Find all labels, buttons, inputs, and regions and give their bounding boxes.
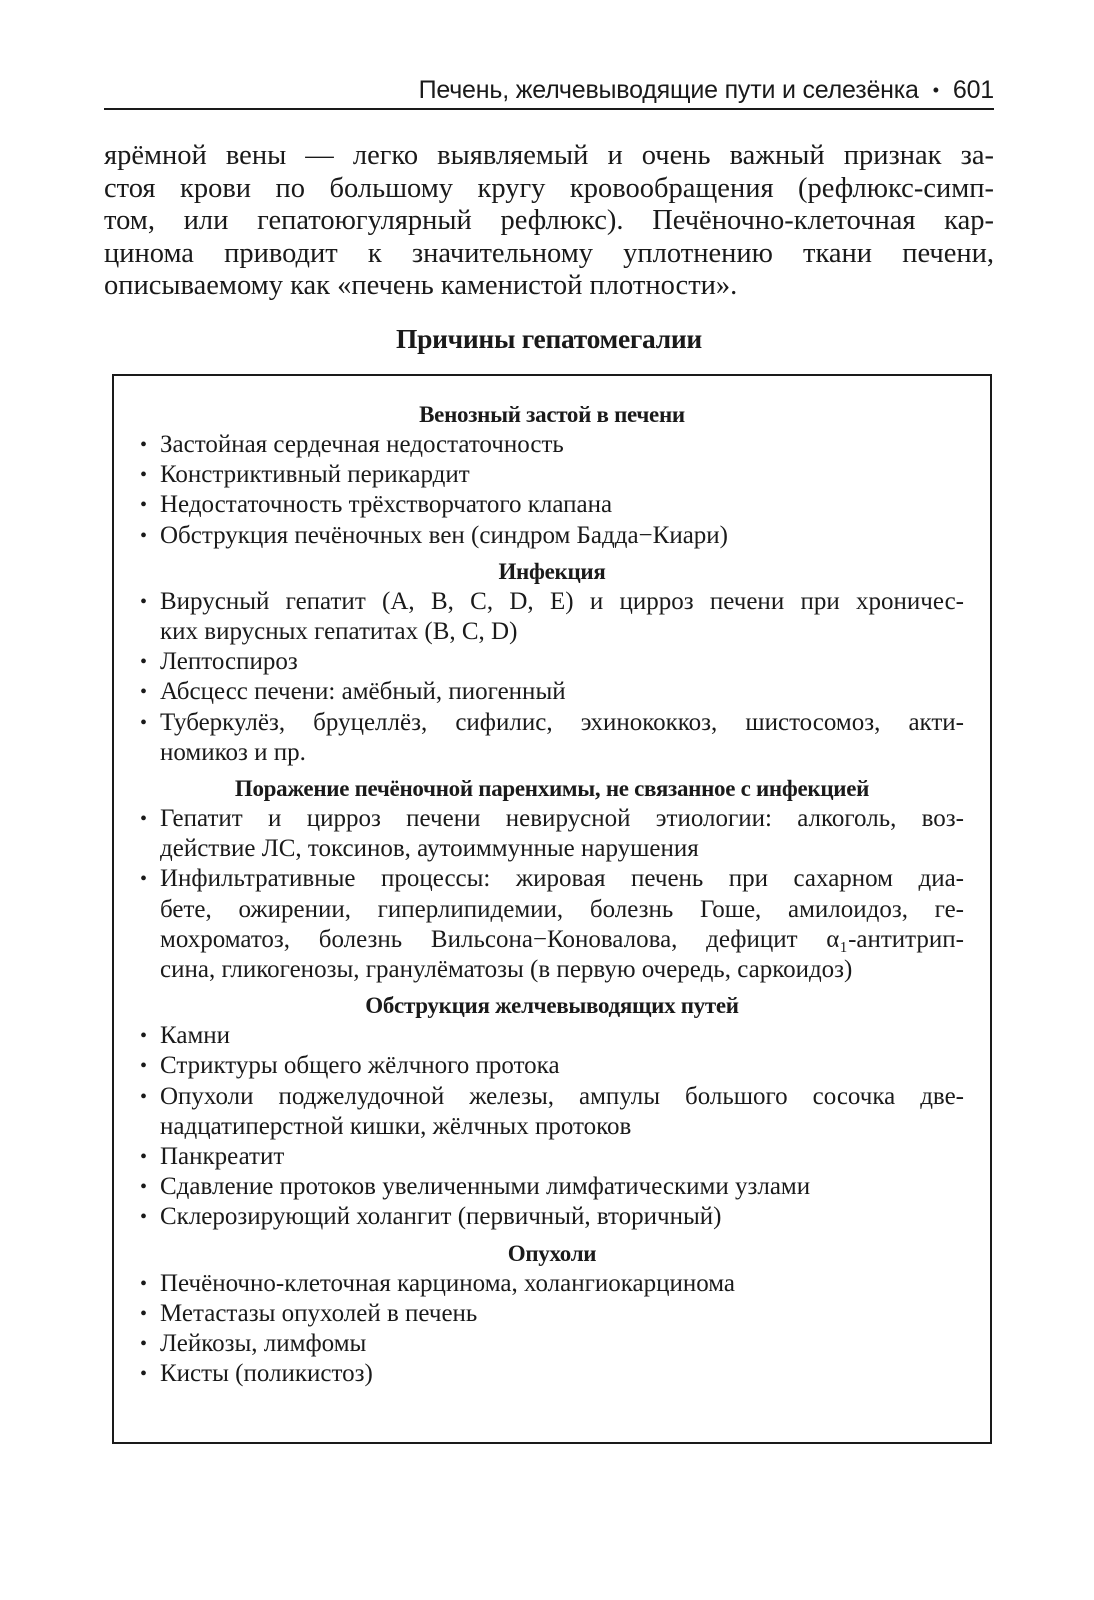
group-heading: Обструкция желчевыводящих путей (365, 993, 739, 1019)
list-item-line: мохроматоз, болезнь Вильсона−Коновалова, дефицит α₁-антитрип- (160, 925, 964, 953)
running-header-text (419, 76, 994, 105)
bullet-icon: • (140, 1025, 148, 1048)
list-item-line: надцатиперстной кишки, жёлчных протоков (160, 1112, 632, 1140)
list-item-line: Застойная сердечная недостаточность (160, 431, 564, 458)
cause-group (140, 774, 964, 985)
bullet-icon: • (140, 524, 148, 547)
list-item-line: Лептоспироз (160, 648, 298, 676)
list-item-line: сина, гликогенозы, гранулёматозы (в первую очередь, саркоидоз) (160, 956, 853, 984)
section-title: Причины гепатомегалии (396, 323, 702, 354)
intro-line: цинома приводит к значительному уплотнению ткани печени, (104, 237, 994, 269)
list-item-line: Вирусный гепатит (A, B, C, D, E) и цирроз печени при хроничес- (160, 587, 964, 615)
group-heading: Опухоли (507, 1240, 597, 1266)
list-item (140, 677, 964, 707)
list-item-line: Недостаточность трёхстворчатого клапана (160, 491, 613, 519)
list-item-line: Кисты (поликистоз) (160, 1360, 373, 1388)
intro-paragraph (104, 140, 994, 303)
bullet-icon: • (140, 464, 148, 487)
bullet-icon: • (140, 1176, 148, 1199)
cause-group (140, 557, 964, 768)
list-item-line: Камни (160, 1022, 231, 1050)
cause-group (140, 1239, 964, 1390)
list-item-line: действие ЛС, токсинов, аутоиммунные нарушения (160, 835, 699, 863)
list-item (140, 1172, 964, 1202)
list-item (140, 647, 964, 677)
list-item (140, 587, 964, 647)
intro-line: ярёмной вены — легко выявляемый и очень важный признак за- (104, 140, 994, 171)
cause-group (140, 991, 964, 1232)
list-item (140, 1021, 964, 1051)
list-item-line: Лейкозы, лимфомы (160, 1330, 367, 1358)
running-header (104, 72, 994, 110)
list-item-line: Печёночно-клеточная карцинома, холангиокарцинома (160, 1269, 736, 1297)
page-number: 601 (952, 76, 994, 104)
bullet-icon: • (140, 1272, 148, 1295)
bullet-icon: • (140, 494, 148, 517)
running-title: Печень, желчевыводящие пути и селезёнка (418, 76, 919, 104)
list-item (140, 1051, 964, 1081)
list-item-line: Метастазы опухолей в печень (160, 1299, 478, 1327)
list-item (140, 1142, 964, 1172)
bullet-icon: • (140, 590, 148, 613)
bullet-icon: • (140, 681, 148, 704)
list-item (140, 460, 964, 490)
list-item (140, 490, 964, 520)
list-item-line: Опухоли поджелудочной железы, ампулы большого сосочка две- (160, 1082, 964, 1110)
bullet-icon: • (140, 868, 148, 891)
list-item-line: Туберкулёз, бруцеллёз, сифилис, эхинококкоз, шистосомоз, акти- (160, 708, 964, 736)
bullet-icon: • (140, 1055, 148, 1078)
list-item-line: Абсцесс печени: амёбный, пиогенный (160, 678, 566, 706)
group-heading: Инфекция (498, 558, 606, 584)
intro-line: описываемому как «печень каменистой плотности». (104, 270, 738, 301)
list-item (140, 864, 964, 985)
bullet-icon: • (140, 651, 148, 674)
intro-line: стоя крови по большому кругу кровообращения (рефлюкс-симп- (104, 172, 994, 204)
list-item-line: бете, ожирении, гиперлипидемии, болезнь Гоше, амилоидоз, ге- (160, 895, 964, 923)
list-item-line: Констриктивный перикардит (160, 461, 470, 489)
list-item (140, 1359, 964, 1389)
list-item (140, 1202, 964, 1232)
group-heading: Венозный застой в печени (419, 402, 685, 427)
list-item (140, 1269, 964, 1299)
bullet-icon: • (140, 711, 148, 734)
list-item-line: Обструкция печёночных вен (синдром Бадда−Киари) (160, 521, 728, 549)
header-separator: • (932, 80, 939, 100)
list-item (140, 1299, 964, 1329)
list-item-line: Сдавление протоков увеличенными лимфатическими узлами (160, 1173, 811, 1201)
list-item (140, 1329, 964, 1359)
causes-list (140, 400, 964, 1389)
list-item-line: Панкреатит (160, 1143, 285, 1171)
list-item-line: Гепатит и цирроз печени невирусной этиологии: алкоголь, воз- (160, 805, 964, 833)
list-item (140, 804, 964, 864)
bullet-icon: • (140, 1085, 148, 1108)
cause-group (140, 400, 964, 551)
bullet-icon: • (140, 1363, 148, 1386)
list-item (140, 1082, 964, 1142)
list-item-line: Инфильтративные процессы: жировая печень при сахарном диа- (160, 865, 964, 893)
list-item-line: номикоз и пр. (160, 738, 306, 766)
bullet-icon: • (140, 1333, 148, 1356)
bullet-icon: • (140, 808, 148, 831)
list-item (140, 430, 964, 460)
group-heading: Поражение печёночной паренхимы, не связанное с инфекцией (234, 776, 870, 802)
intro-line: том, или гепатоюгулярный рефлюкс). Печёночно-клеточная кар- (104, 205, 994, 236)
bullet-icon: • (140, 1302, 148, 1325)
list-item (140, 708, 964, 768)
bullet-icon: • (140, 434, 148, 456)
list-item (140, 521, 964, 551)
bullet-icon: • (140, 1206, 148, 1229)
hepatomegaly-causes-box (112, 374, 992, 1444)
bullet-icon: • (140, 1146, 148, 1169)
list-item-line: ких вирусных гепатитах (B, C, D) (160, 618, 518, 646)
list-item-line: Склерозирующий холангит (первичный, вторичный) (160, 1203, 722, 1231)
list-item-line: Стриктуры общего жёлчного протока (160, 1052, 560, 1080)
